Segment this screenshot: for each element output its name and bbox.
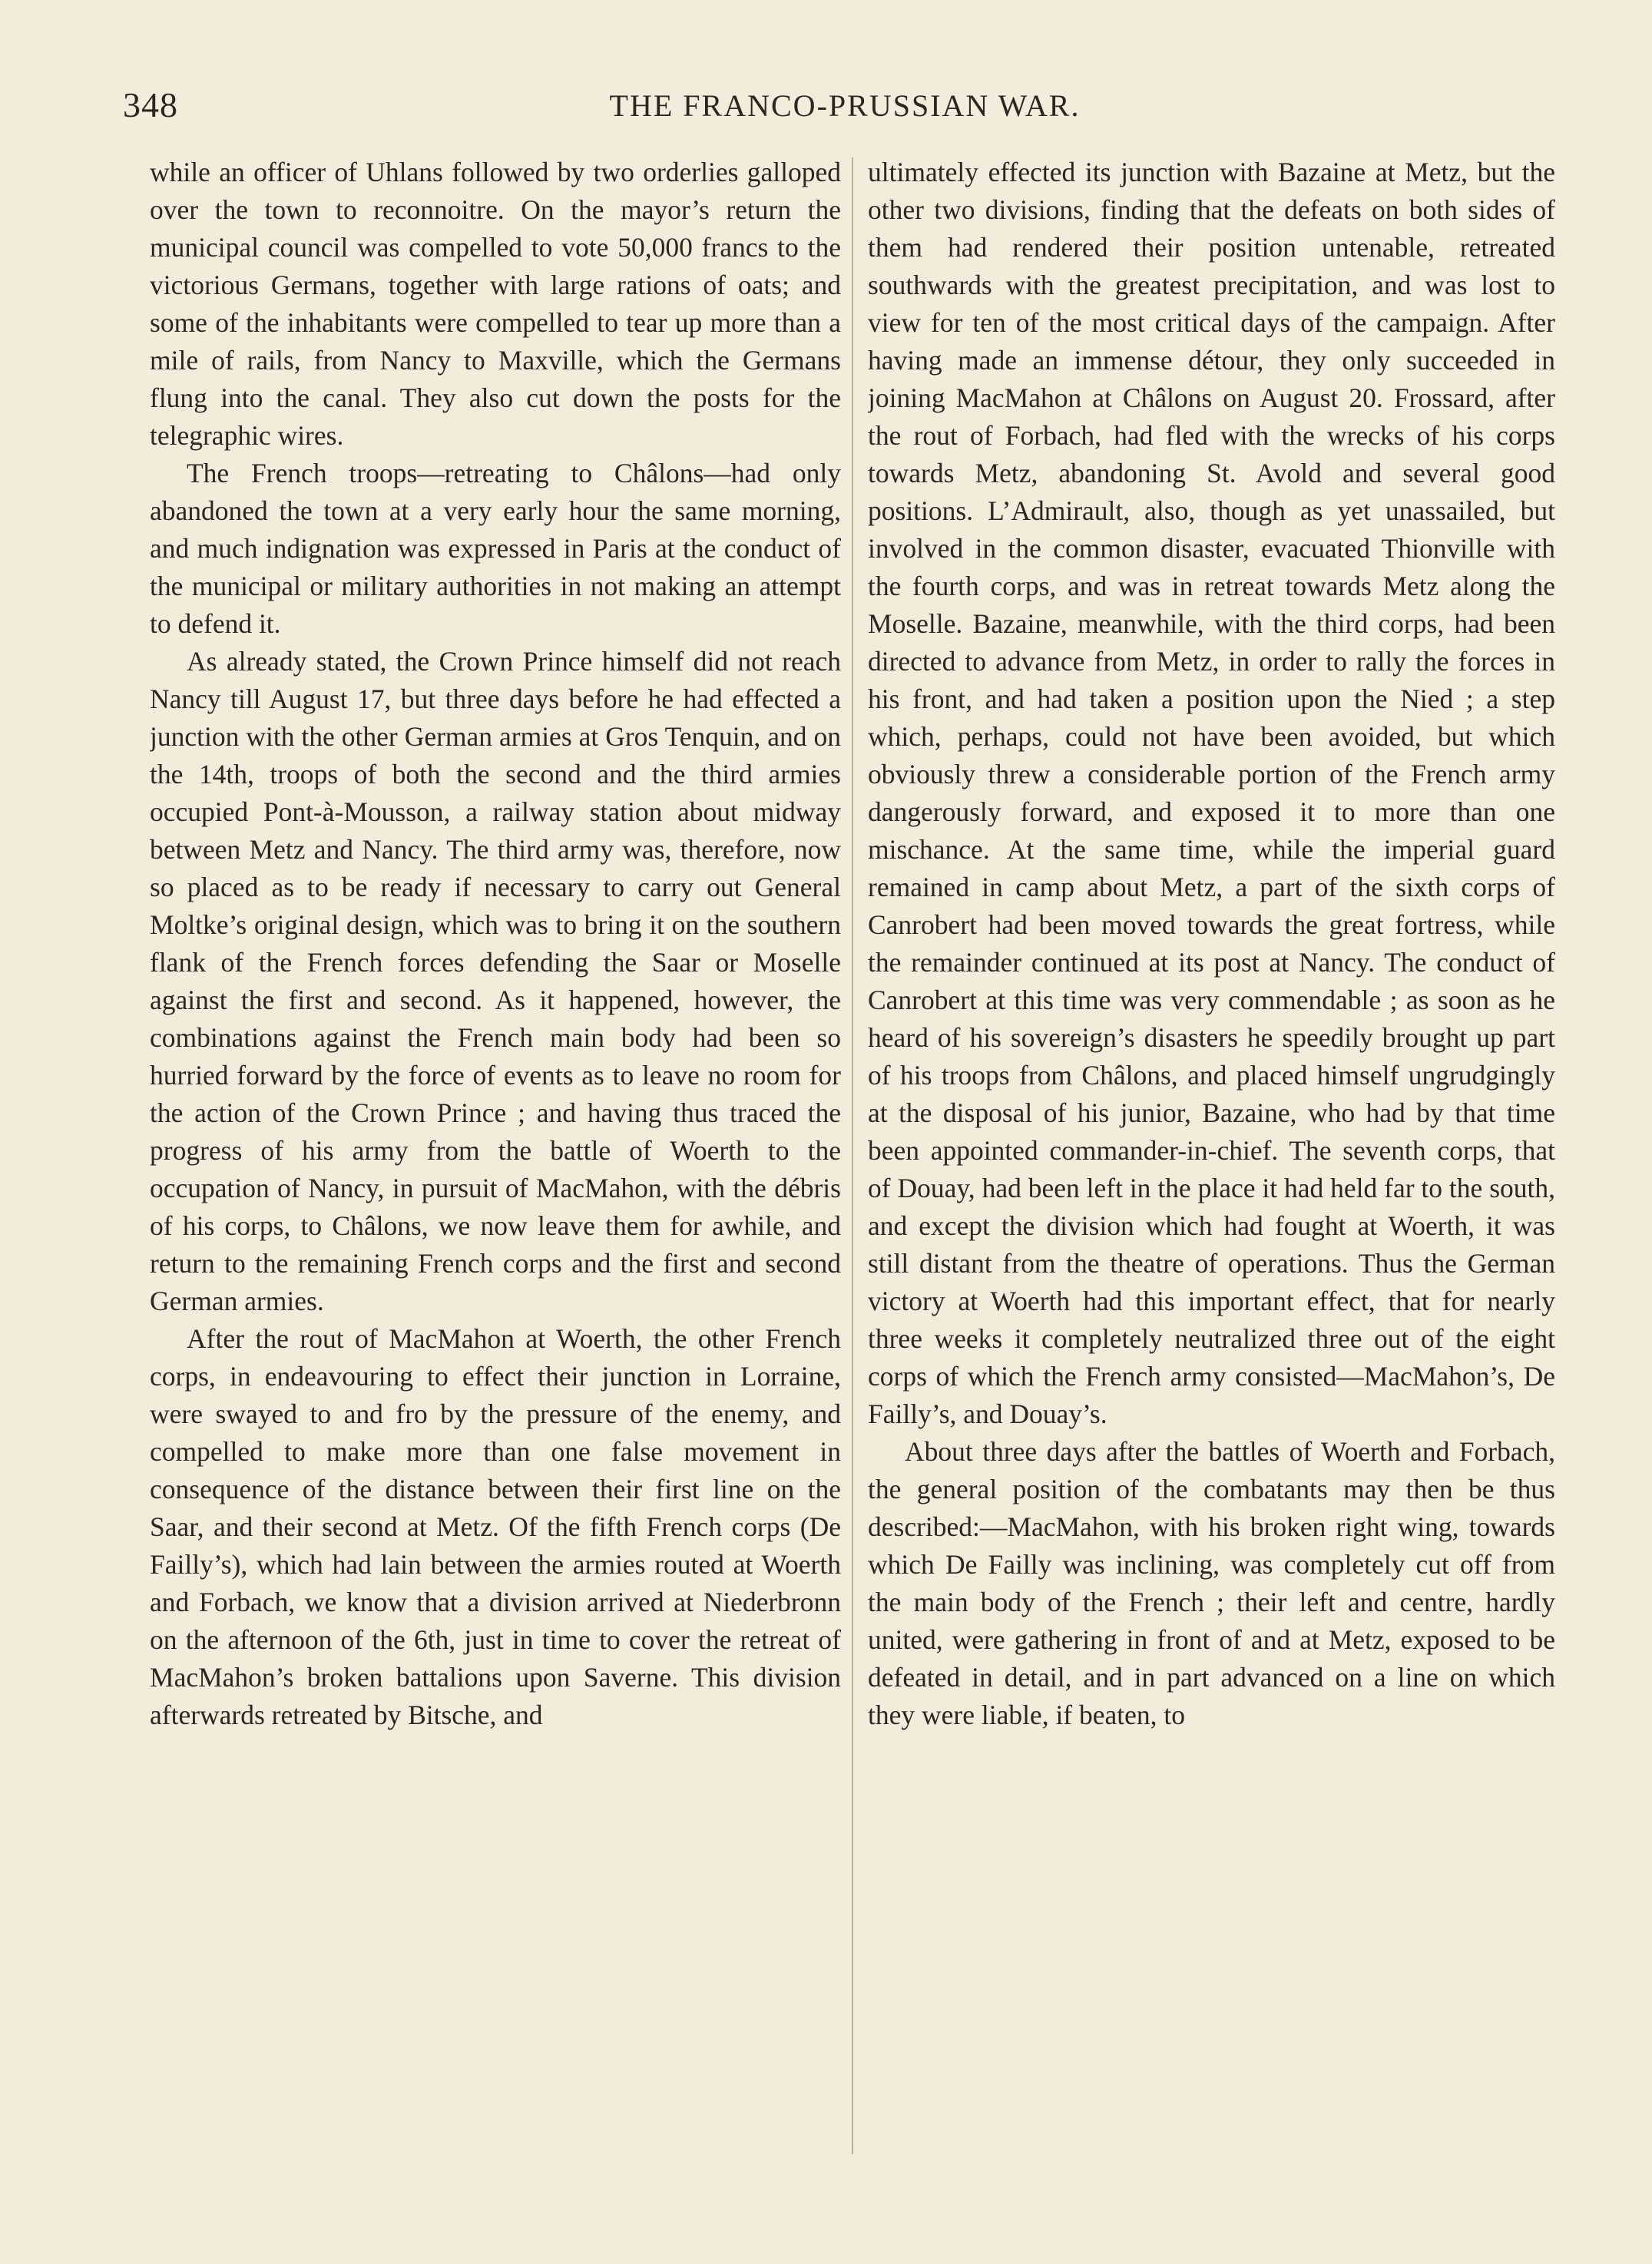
right-column [868, 154, 1555, 2166]
running-title: THE FRANCO-PRUSSIAN WAR. [609, 88, 1081, 123]
left-column [150, 154, 841, 2166]
paragraph: As already stated, the Crown Prince himself did not reach Nancy till August 17, but three days before he had effected a junction with the other German armies at Gros Tenquin, and on the 14th, troops of both the second and the third armies occupied Pont-à-Mousson, a railway station about midway between Metz and Nancy. The third army was, therefore, now so placed as to be ready if necessary to carry out General Moltke’s original design, which was to bring it on the southern flank of the French forces defending the Saar or Moselle against the first and second. As it happened, however, the combinations against the French main body had been so hurried forward by the force of events as to leave no room for the action of the Crown Prince ; and having thus traced the progress of his army from the battle of Woerth to the occupation of Nancy, in pursuit of MacMahon, with the débris of his corps, to Châlons, we now leave them for awhile, and return to the remaining French corps and the first and second German armies. [150, 646, 841, 1316]
paragraph: About three days after the battles of Woerth and Forbach, the general position of the combatants may then be thus described:—MacMahon, with his broken right wing, towards which De Failly was inclining, was completely cut off from the main body of the French ; their left and centre, hardly united, were gathering in front of and at Metz, exposed to be defeated in detail, and in part advanced on a line on which they were liable, if beaten, to [868, 1436, 1555, 1730]
page-number: 348 [123, 85, 178, 124]
paragraph: while an officer of Uhlans followed by two orderlies galloped over the town to reconnoitre. On the mayor’s return the municipal council was compelled to vote 50,000 francs to the victorious Germans, together with large rations of oats; and some of the inhabitants were compelled to tear up more than a mile of rails, from Nancy to Maxville, which the Germans flung into the canal. They also cut down the posts for the telegraphic wires. [150, 157, 841, 451]
column-divider [852, 157, 853, 2154]
paragraph: The French troops—retreating to Châlons—had only abandoned the town at a very early hour the same morning, and much indignation was expressed in Paris at the conduct of the municipal or military authorities in not making an attempt to defend it. [150, 458, 841, 639]
page-header [123, 84, 1567, 138]
paragraph: After the rout of MacMahon at Woerth, the other French corps, in endeavouring to effect their junction in Lorraine, were swayed to and fro by the pressure of the enemy, and compelled to make more than one false movement in consequence of the distance between their first line on the Saar, and their second at Metz. Of the fifth French corps (De Failly’s), which had lain between the armies routed at Woerth and Forbach, we know that a division arrived at Niederbronn on the afternoon of the 6th, just in time to cover the retreat of MacMahon’s broken battalions upon Saverne. This division afterwards retreated by Bitsche, and [150, 1323, 841, 1730]
paragraph: ultimately effected its junction with Bazaine at Metz, but the other two divisions, finding that the defeats on both sides of them had rendered their position untenable, retreated southwards with the greatest precipitation, and was lost to view for ten of the most critical days of the campaign. After having made an immense détour, they only succeeded in joining MacMahon at Châlons on August 20. Frossard, after the rout of Forbach, had fled with the wrecks of his corps towards Metz, abandoning St. Avold and several good positions. L’Admirault, also, though as yet unassailed, but involved in the common disaster, evacuated Thionville with the fourth corps, and was in retreat towards Metz along the Moselle. Bazaine, meanwhile, with the third corps, had been directed to advance from Metz, in order to rally the forces in his front, and had taken a position upon the Nied ; a step which, perhaps, could not have been avoided, but which obviously threw a considerable portion of the French army dangerously forward, and exposed it to more than one mischance. At the same time, while the imperial guard remained in camp about Metz, a part of the sixth corps of Canrobert had been moved towards the great fortress, while the remainder continued at its post at Nancy. The conduct of Canrobert at this time was very commendable ; as soon as he heard of his sovereign’s disasters he speedily brought up part of his troops from Châlons, and placed himself ungrudgingly at the disposal of his junior, Bazaine, who had by that time been appointed commander-in-chief. The seventh corps, that of Douay, had been left in the place it had held far to the south, and except the division which had fought at Woerth, it was still distant from the theatre of operations. Thus the German victory at Woerth had this important effect, that for nearly three weeks it completely neutralized three out of the eight corps of which the French army consisted—MacMahon’s, De Failly’s, and Douay’s. [868, 157, 1555, 1429]
